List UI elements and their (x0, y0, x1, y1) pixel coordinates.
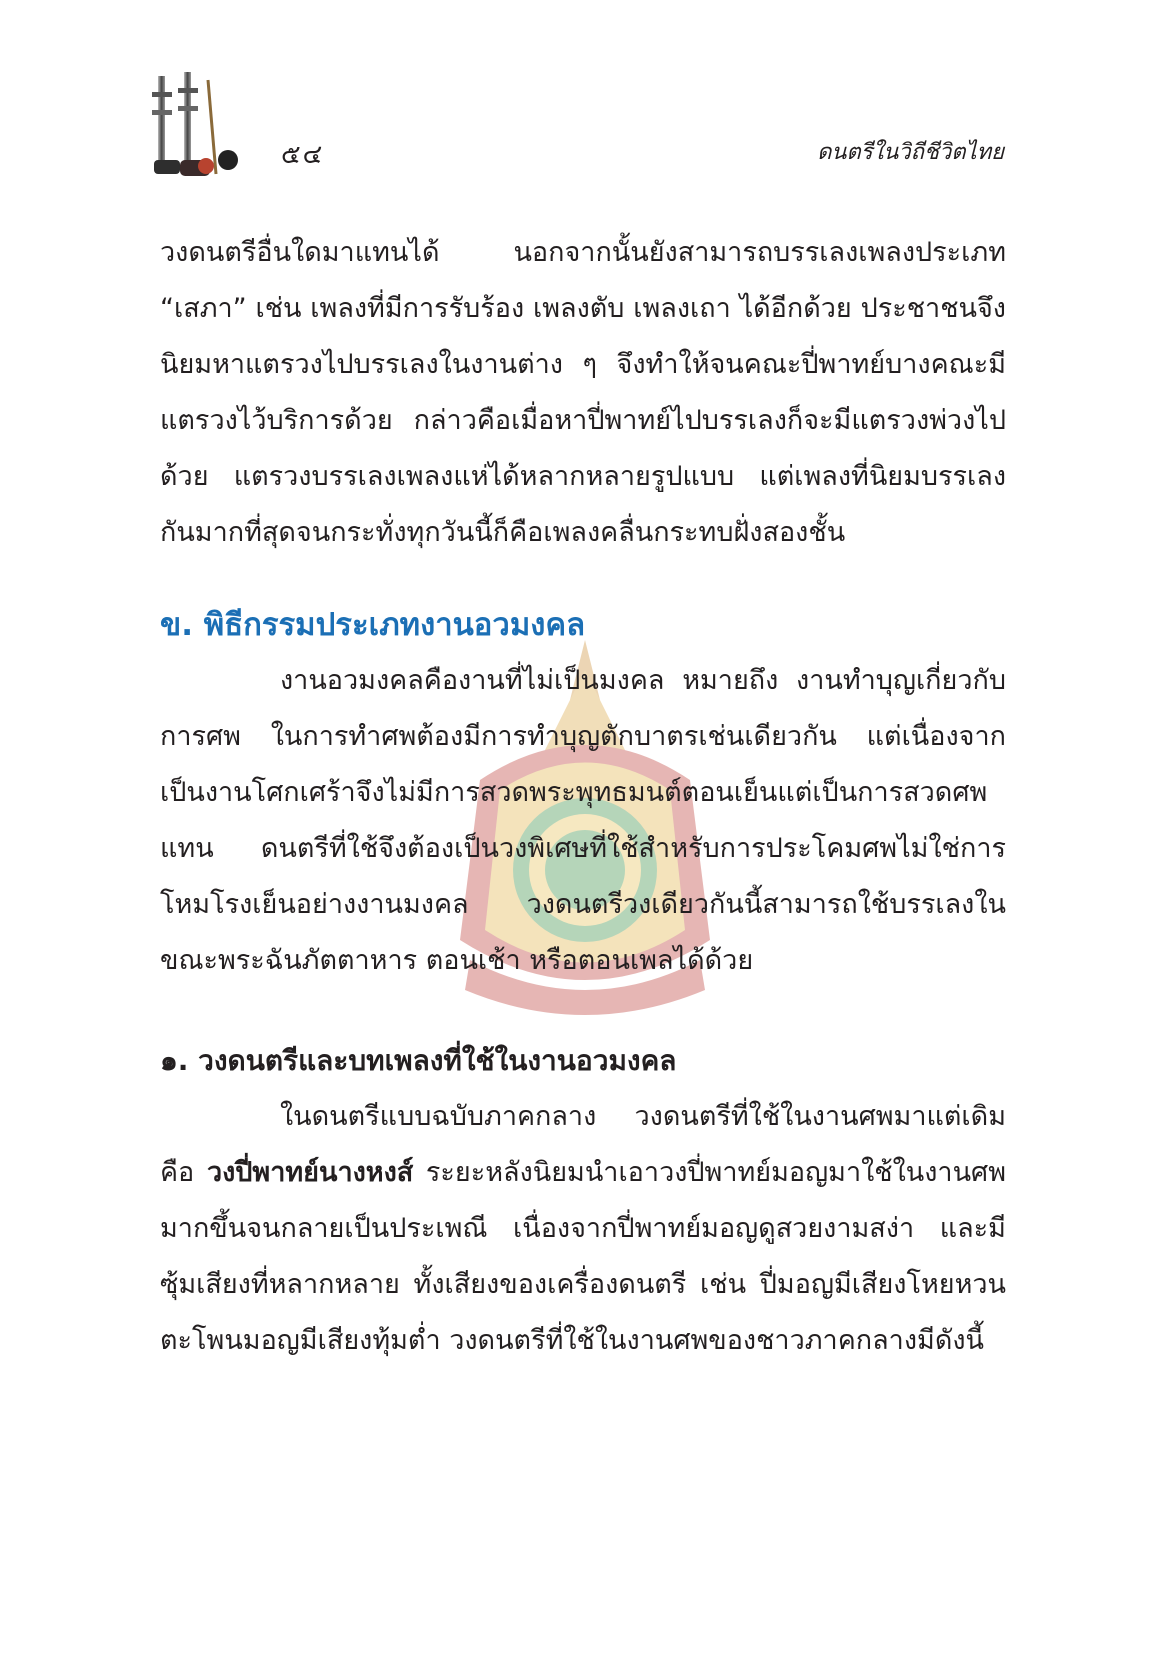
section-heading: ข. พิธีกรรมประเภทงานอวมงคล (160, 607, 586, 643)
running-head: ดนตรีในวิถีชีวิตไทย (817, 140, 1004, 165)
paragraph-2: งานอวมงคลคืองานที่ไม่เป็นมงคล หมายถึง งานทำบุญเกี่ยวกับการศพ ในการทำศพต้องมีการทำบุญตักบาตรเช่นเดียวกัน แต่เนื่องจากเป็นงานโศกเศร้าจึงไม่มีการสวดพระพุทธมนต์ตอนเย็นแต่เป็นการสวดศพแทน ดนตรีที่ใช้จึงต้องเป็นวงพิเศษที่ใช้สำหรับการประโคมศพไม่ใช่การโหมโรงเย็นอย่างงานมงคล วงดนตรีวงเดียวกันนี้สามารถใช้บรรเลงในขณะพระฉันภัตตาหาร ตอนเช้า หรือตอนเพลได้ด้วย (160, 665, 1006, 976)
paragraph-3-end: ระยะหลังนิยมนำเอาวงปี่พาทย์มอญมาใช้ในงานศพมากขึ้นจนกลายเป็นประเพณี เนื่องจากปี่พาทย์มอญดูสวยงามสง่า และมีซุ้มเสียงที่หลากหลาย ทั้งเสียงของเครื่องดนตรี เช่น ปี่มอญมีเสียงโหยหวน ตะโพนมอญมีเสียงทุ้มต่ำ วงดนตรีที่ใช้ในงานศพของชาวภาคกลางมีดังนี้ (160, 1157, 1006, 1356)
page-number: ๕๔ (281, 140, 325, 170)
paragraph-3-start: ในดนตรีแบบฉบับภาคกลาง วงดนตรีที่ใช้ในงานศพมาแต่เดิม คือ (160, 1101, 1006, 1188)
paragraph-3-bold-term: วงปี่พาทย์นางหงส์ (206, 1157, 414, 1188)
sub-heading: ๑. วงดนตรีและบทเพลงที่ใช้ในงานอวมงคล (160, 1044, 677, 1077)
paragraph-1: วงดนตรีอื่นใดมาแทนได้ นอกจากนั้นยังสามารถบรรเลงเพลงประเภท “เสภา” เช่น เพลงที่มีการรับร้อง เพลงตับ เพลงเถา ได้อีกด้วย ประชาชนจึงนิยมหาแตรวงไปบรรเลงในงานต่าง ๆ จึงทำให้จนคณะปี่พาทย์บางคณะมีแตรวงไว้บริการด้วย กล่าวคือเมื่อหาปี่พาทย์ไปบรรเลงก็จะมีแตรวงพ่วงไปด้วย แตรวงบรรเลงเพลงแห่ได้หลากหลายรูปแบบ แต่เพลงที่นิยมบรรเลงกันมากที่สุดจนกระทั่งทุกวันนี้ก็คือเพลงคลื่นกระทบฝั่งสองชั้น (160, 237, 1006, 548)
main-content (160, 225, 1006, 1369)
paragraph-3 (160, 1089, 1006, 1369)
thai-fiddle-instruments-icon (150, 70, 260, 180)
